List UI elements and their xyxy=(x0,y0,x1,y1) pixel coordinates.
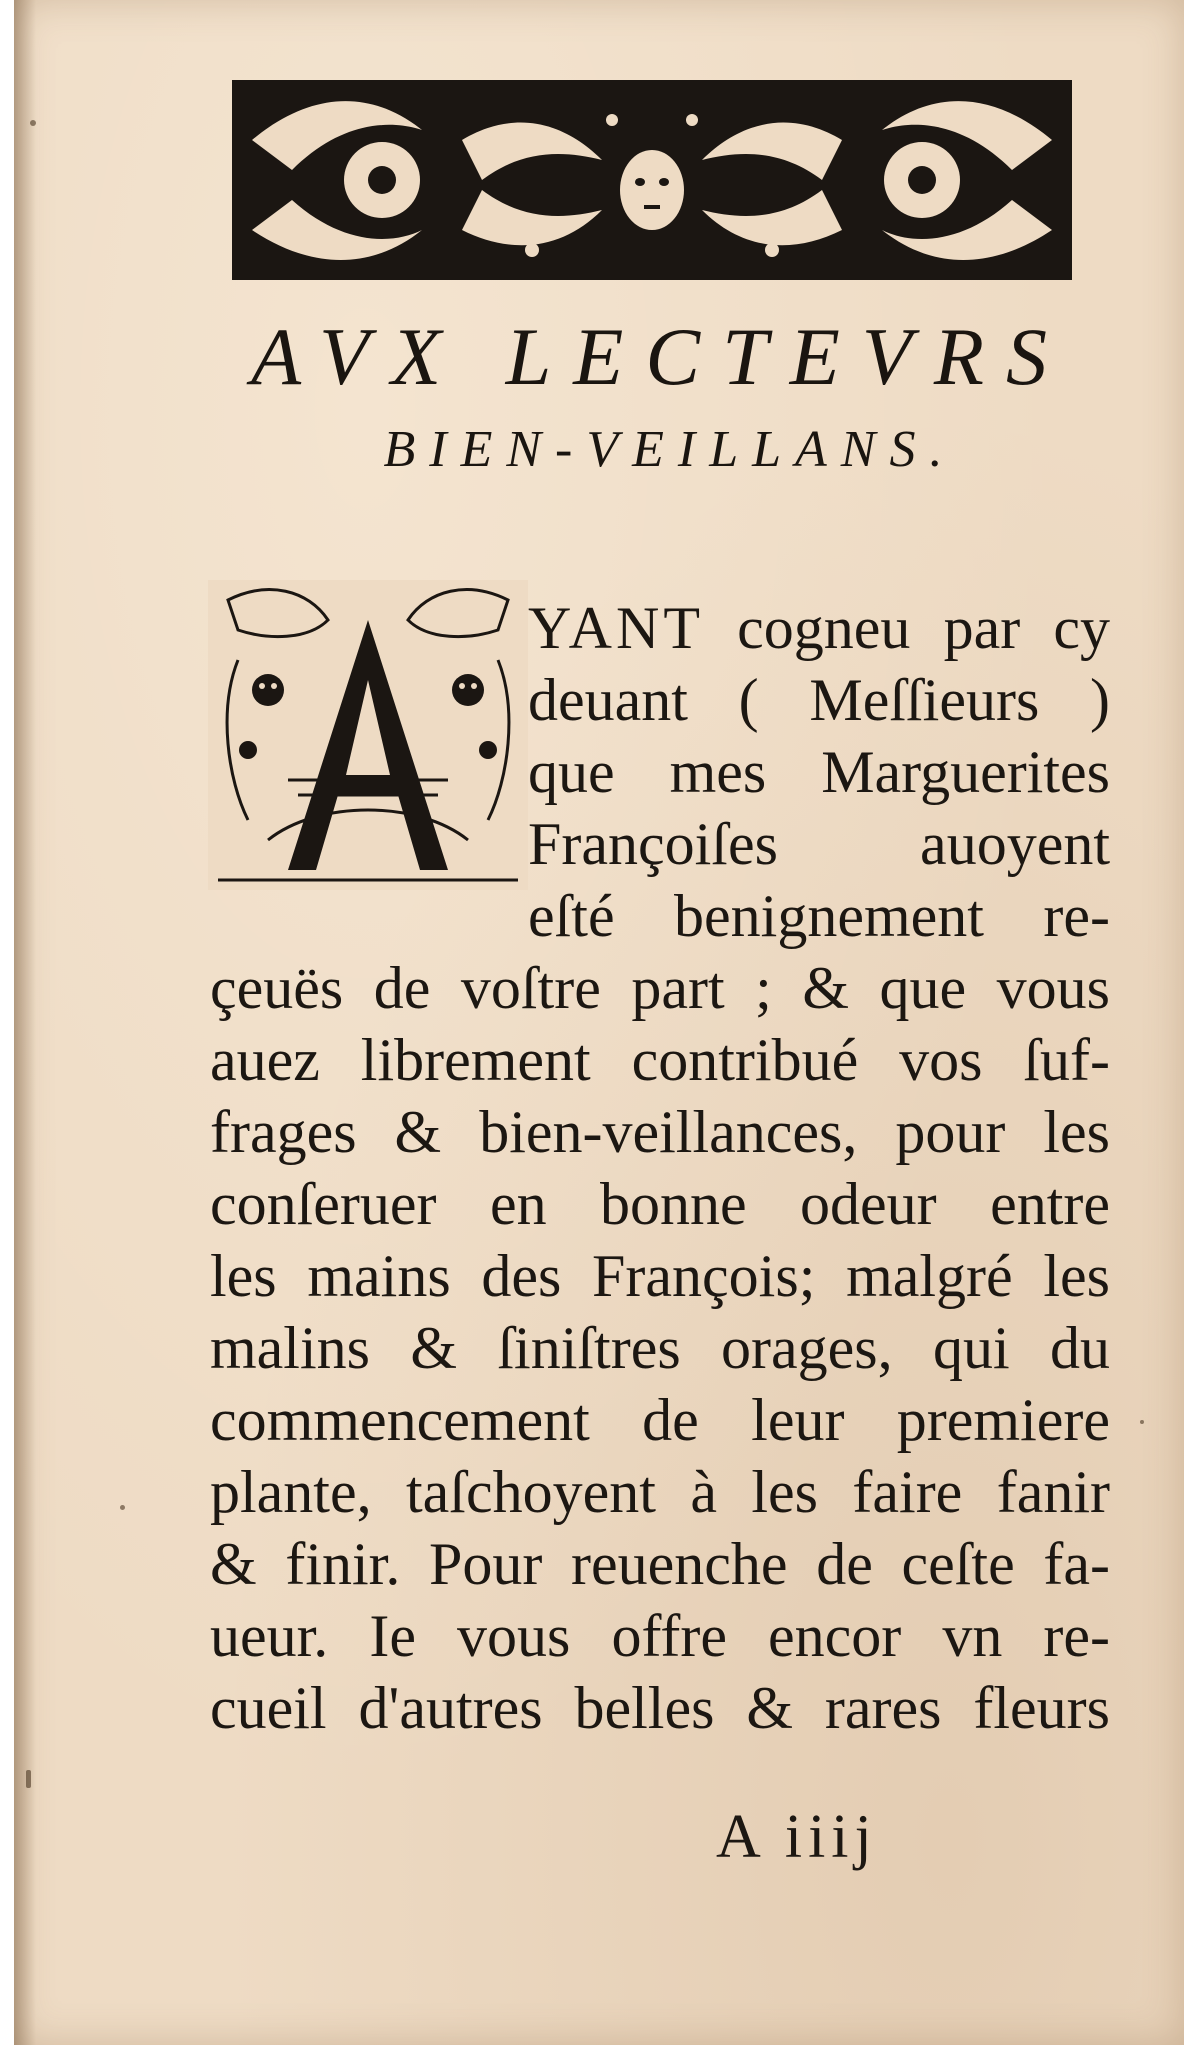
text-line-2: deuant ( Meſſieurs ) xyxy=(528,667,1110,733)
ink-speck xyxy=(30,120,36,126)
ink-speck xyxy=(26,1770,31,1788)
text-line-14: & finir. Pour reuenche de ceſte fa- xyxy=(210,1531,1110,1597)
text-line-12: commencement de leur premiere xyxy=(210,1387,1110,1453)
text-line-7: auez librement contribué vos ſuf- xyxy=(210,1027,1110,1093)
text-line-15: ueur. Ie vous offre encor vn re- xyxy=(210,1603,1110,1669)
page-gutter-shadow xyxy=(14,0,36,2045)
decorated-initial-a-woodcut xyxy=(208,580,528,890)
ink-speck xyxy=(120,1505,125,1510)
signature-mark: A iiij xyxy=(716,1803,878,1871)
heading-title: AVX LECTEVRS xyxy=(251,311,1069,402)
text-line-6: çeuës de voſtre part ; & que vous xyxy=(210,955,1110,1021)
ornamental-headpiece-woodcut xyxy=(232,80,1072,280)
heading-subtitle: BIEN-VEILLANS. xyxy=(383,421,957,478)
text-line-11: malins & ſiniſtres orages, qui du xyxy=(210,1315,1110,1381)
text-line-4: Françoiſes auoyent xyxy=(528,811,1110,877)
text-line-16: cueil d'autres belles & rares fleurs xyxy=(210,1675,1110,1741)
ink-speck xyxy=(1140,1420,1144,1424)
text-line-1-rest: cogneu par cy xyxy=(737,595,1110,661)
text-line-10: les mains des François; malgré les xyxy=(210,1243,1110,1309)
text-line-13: plante, taſchoyent à les faire fanir xyxy=(210,1459,1110,1525)
text-line-5: eſté benignement re- xyxy=(528,883,1110,949)
text-line-3: que mes Marguerites xyxy=(528,739,1110,805)
first-word-rest: YANT xyxy=(528,595,704,661)
text-line-8: frages & bien-veillances, pour les xyxy=(210,1099,1110,1165)
text-line-1 xyxy=(528,592,1110,664)
text-line-9: conſeruer en bonne odeur entre xyxy=(210,1171,1110,1237)
